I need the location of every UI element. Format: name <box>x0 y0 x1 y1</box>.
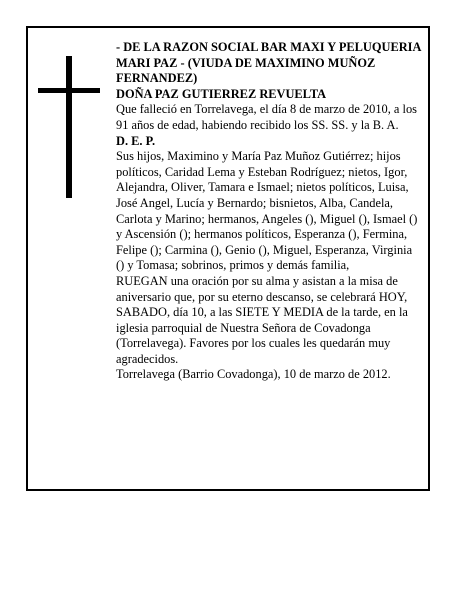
heading-company: - DE LA RAZON SOCIAL BAR MAXI Y PELUQUERIA MARI PAZ - (VIUDA DE MAXIMINO MUÑOZ FERNANDEZ) <box>116 40 421 86</box>
rip-line: D. E. P. <box>116 133 156 148</box>
cross-icon <box>38 56 100 198</box>
dateline: Torrelavega (Barrio Covadonga), 10 de marzo de 2012. <box>116 367 391 382</box>
obituary-notice <box>26 26 430 491</box>
death-info: Que falleció en Torrelavega, el día 8 de marzo de 2010, a los 91 años de edad, habiendo recibido los SS. SS. y la B. A. <box>116 102 417 132</box>
heading-name: DOÑA PAZ GUTIERREZ REVUELTA <box>116 86 327 101</box>
notice-text <box>116 40 422 383</box>
mass-request: RUEGAN una oración por su alma y asistan a la misa de aniversario que, por su eterno descanso, se celebrará HOY, SABADO, día 10, a las SIETE Y MEDIA de la tarde, en la iglesia parroquial de Nuestra Señora de Covadonga (Torrelavega). Favores por los cuales les quedarán muy agradecidos. <box>116 273 408 366</box>
family-list: Sus hijos, Maximino y María Paz Muñoz Gutiérrez; hijos políticos, Caridad Lema y Esteban Rodríguez; nietos, Igor, Alejandra, Oliver, Tamara e Ismael; nietos políticos, Luisa, José Angel, Lucía y Bernardo; bisnietos, Alba, Candela, Carlota y Marino; hermanos, Angeles (), Miguel (), Ismael () y Ascensión (); hermanos políticos, Esperanza (), Fermina, Felipe (); Carmina (), Genio (), Miguel, Esperanza, Virginia () y Tomasa; sobrinos, primos y demás familia, <box>116 149 418 273</box>
